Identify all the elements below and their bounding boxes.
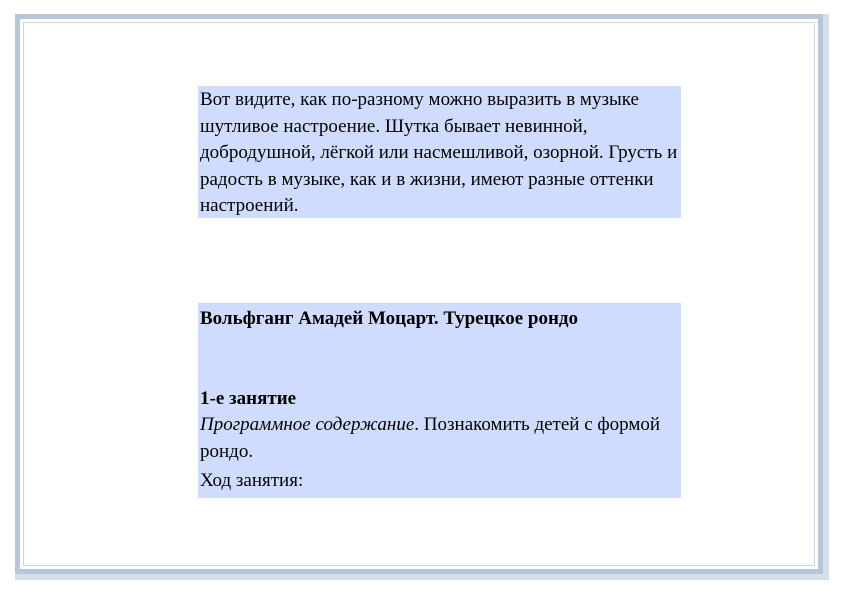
piece-title: Вольфганг Амадей Моцарт. Турецкое рондо [200,308,579,329]
lesson-text-block [198,303,681,498]
frame-shadow-bottom [15,574,829,580]
lesson-heading: 1-е занятие [200,387,297,409]
frame-shadow-right [823,14,829,580]
blank-space [200,333,679,386]
program-content [200,412,679,465]
program-content-text: . Познакомить детей с формой рондо. [200,414,661,462]
program-content-label: Программное содержание [200,414,415,435]
lesson-progress-label: Ход занятия: [200,470,304,491]
intro-paragraph: Вот видите, как по-разному можно выразить в музыке шутливое настроение. Шутка бывает невинной, добродушной, лёгкой или насмешливой, озорной. Грусть и радость в музыке, как и в жизни, имеют разные оттенки настроений. [200,89,678,216]
intro-text-block [198,86,681,218]
